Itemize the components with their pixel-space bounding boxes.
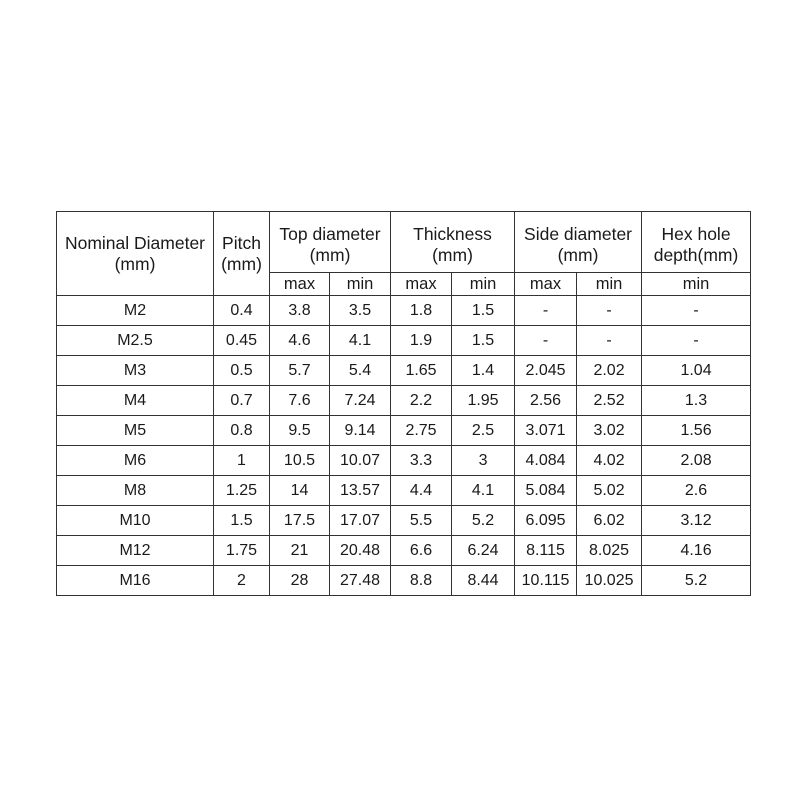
cell-nominal-diameter: M12 [57, 536, 214, 566]
table-row [57, 296, 751, 326]
header-side-diameter-line2: (mm) [557, 245, 599, 265]
table-row [57, 476, 751, 506]
cell-side-min: 6.02 [577, 506, 642, 536]
cell-thickness-max: 2.75 [391, 416, 452, 446]
cell-top-max: 28 [270, 566, 330, 596]
header-hex-hole-depth-line1: Hex hole [661, 224, 731, 244]
cell-side-max: 6.095 [515, 506, 577, 536]
cell-top-min: 9.14 [330, 416, 391, 446]
cell-hex-min: 1.04 [642, 356, 751, 386]
cell-hex-min: 1.3 [642, 386, 751, 416]
table-row [57, 356, 751, 386]
cell-top-min: 10.07 [330, 446, 391, 476]
cell-top-max: 7.6 [270, 386, 330, 416]
subheader-side-max: max [515, 273, 577, 296]
cell-pitch: 1 [214, 446, 270, 476]
header-top-diameter [270, 212, 391, 273]
cell-hex-min: 1.56 [642, 416, 751, 446]
cell-top-min: 27.48 [330, 566, 391, 596]
cell-side-min: 8.025 [577, 536, 642, 566]
cell-pitch: 0.45 [214, 326, 270, 356]
cell-thickness-min: 6.24 [452, 536, 515, 566]
cell-nominal-diameter: M5 [57, 416, 214, 446]
header-top-diameter-line1: Top diameter [279, 224, 381, 244]
header-hex-hole-depth-line2: depth(mm) [653, 245, 739, 265]
cell-side-min: 10.025 [577, 566, 642, 596]
cell-top-max: 4.6 [270, 326, 330, 356]
cell-top-max: 14 [270, 476, 330, 506]
cell-hex-min: - [642, 326, 751, 356]
cell-thickness-min: 1.5 [452, 326, 515, 356]
cell-thickness-max: 6.6 [391, 536, 452, 566]
header-pitch [214, 212, 270, 296]
cell-side-min: - [577, 296, 642, 326]
cell-pitch: 0.4 [214, 296, 270, 326]
cell-side-max: 4.084 [515, 446, 577, 476]
cell-side-max: 10.115 [515, 566, 577, 596]
cell-nominal-diameter: M10 [57, 506, 214, 536]
subheader-top-min: min [330, 273, 391, 296]
cell-nominal-diameter: M2.5 [57, 326, 214, 356]
cell-thickness-min: 4.1 [452, 476, 515, 506]
cell-thickness-min: 1.4 [452, 356, 515, 386]
header-pitch-line1: Pitch [222, 232, 261, 253]
cell-top-max: 3.8 [270, 296, 330, 326]
cell-hex-min: 2.08 [642, 446, 751, 476]
cell-hex-min: 3.12 [642, 506, 751, 536]
cell-hex-min: - [642, 296, 751, 326]
cell-nominal-diameter: M16 [57, 566, 214, 596]
cell-side-max: 3.071 [515, 416, 577, 446]
cell-hex-min: 5.2 [642, 566, 751, 596]
header-hex-hole-depth [642, 212, 751, 273]
cell-nominal-diameter: M3 [57, 356, 214, 386]
header-row [57, 212, 751, 273]
cell-top-min: 20.48 [330, 536, 391, 566]
cell-top-max: 21 [270, 536, 330, 566]
cell-nominal-diameter: M8 [57, 476, 214, 506]
subheader-top-max: max [270, 273, 330, 296]
cell-nominal-diameter: M2 [57, 296, 214, 326]
cell-top-min: 3.5 [330, 296, 391, 326]
cell-hex-min: 2.6 [642, 476, 751, 506]
cell-thickness-min: 5.2 [452, 506, 515, 536]
cell-top-max: 9.5 [270, 416, 330, 446]
header-nominal-diameter-line1: Nominal Diameter [64, 232, 206, 253]
header-nominal-diameter-line2: (mm) [114, 253, 156, 274]
subheader-side-min: min [577, 273, 642, 296]
cell-top-max: 5.7 [270, 356, 330, 386]
cell-thickness-max: 8.8 [391, 566, 452, 596]
header-thickness [391, 212, 515, 273]
cell-top-min: 17.07 [330, 506, 391, 536]
cell-top-min: 4.1 [330, 326, 391, 356]
cell-top-min: 13.57 [330, 476, 391, 506]
cell-thickness-max: 1.65 [391, 356, 452, 386]
cell-pitch: 0.5 [214, 356, 270, 386]
table-row [57, 506, 751, 536]
cell-side-min: 4.02 [577, 446, 642, 476]
header-side-diameter-line1: Side diameter [524, 224, 633, 244]
cell-side-min: - [577, 326, 642, 356]
cell-side-min: 2.52 [577, 386, 642, 416]
cell-thickness-min: 3 [452, 446, 515, 476]
cell-nominal-diameter: M6 [57, 446, 214, 476]
cell-side-max: 5.084 [515, 476, 577, 506]
table-body [57, 296, 751, 596]
table-row [57, 326, 751, 356]
cell-pitch: 1.75 [214, 536, 270, 566]
cell-pitch: 0.8 [214, 416, 270, 446]
cell-thickness-min: 2.5 [452, 416, 515, 446]
spec-table [56, 211, 751, 596]
cell-thickness-max: 1.9 [391, 326, 452, 356]
cell-top-min: 5.4 [330, 356, 391, 386]
subheader-thickness-min: min [452, 273, 515, 296]
header-thickness-line1: Thickness [413, 224, 492, 244]
cell-thickness-max: 1.8 [391, 296, 452, 326]
cell-top-max: 17.5 [270, 506, 330, 536]
cell-side-max: - [515, 296, 577, 326]
cell-side-max: 2.045 [515, 356, 577, 386]
table-row [57, 566, 751, 596]
cell-thickness-min: 1.95 [452, 386, 515, 416]
cell-thickness-min: 1.5 [452, 296, 515, 326]
cell-hex-min: 4.16 [642, 536, 751, 566]
subheader-hex-min: min [642, 273, 751, 296]
cell-pitch: 1.25 [214, 476, 270, 506]
subheader-thickness-max: max [391, 273, 452, 296]
cell-side-min: 3.02 [577, 416, 642, 446]
cell-side-max: - [515, 326, 577, 356]
cell-side-min: 2.02 [577, 356, 642, 386]
cell-top-min: 7.24 [330, 386, 391, 416]
cell-thickness-min: 8.44 [452, 566, 515, 596]
table-row [57, 386, 751, 416]
cell-top-max: 10.5 [270, 446, 330, 476]
table-row [57, 416, 751, 446]
cell-side-max: 8.115 [515, 536, 577, 566]
cell-nominal-diameter: M4 [57, 386, 214, 416]
table-row [57, 446, 751, 476]
header-nominal-diameter [57, 212, 214, 296]
table-row [57, 536, 751, 566]
cell-side-min: 5.02 [577, 476, 642, 506]
cell-thickness-max: 3.3 [391, 446, 452, 476]
header-top-diameter-line2: (mm) [309, 245, 351, 265]
cell-thickness-max: 4.4 [391, 476, 452, 506]
header-side-diameter [515, 212, 642, 273]
cell-side-max: 2.56 [515, 386, 577, 416]
cell-pitch: 2 [214, 566, 270, 596]
header-thickness-line2: (mm) [432, 245, 473, 265]
cell-thickness-max: 2.2 [391, 386, 452, 416]
cell-pitch: 0.7 [214, 386, 270, 416]
header-pitch-line2: (mm) [221, 253, 262, 274]
cell-pitch: 1.5 [214, 506, 270, 536]
cell-thickness-max: 5.5 [391, 506, 452, 536]
